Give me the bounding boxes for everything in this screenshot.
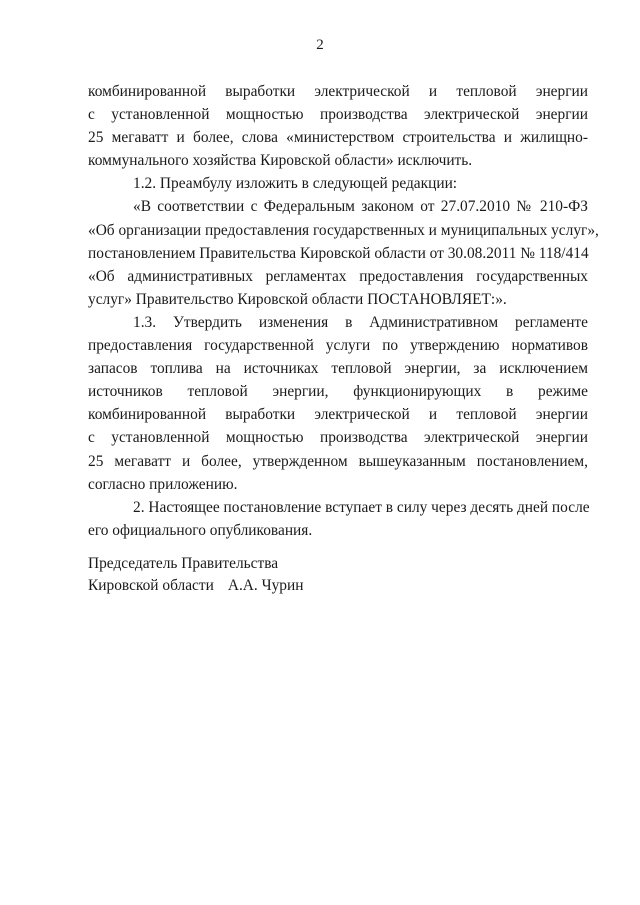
page-number: 2	[316, 37, 324, 53]
text-line: согласно приложению.	[88, 475, 238, 493]
text-line: запасов топлива на источниках тепловой энергии, за исключением	[88, 360, 588, 378]
text-line: с установленной мощностью производства электрической энергии	[88, 106, 588, 124]
paragraph-preamble	[88, 195, 599, 310]
text-line: с установленной мощностью производства электрической энергии	[88, 429, 588, 447]
text-line: услуг» Правительство Кировской области ПОСТАНОВЛЯЕТ:».	[88, 290, 507, 308]
signatory-name: А.А. Чурин	[227, 577, 304, 594]
paragraph-1-2	[88, 172, 588, 195]
text-line: комбинированной выработки электрической и тепловой энергии	[88, 406, 588, 424]
text-line: источников тепловой энергии, функционирующих в режиме	[88, 383, 588, 401]
text-line: 25 мегаватт и более, утвержденном вышеуказанным постановлением,	[88, 452, 588, 470]
signatory-title-line2	[88, 575, 303, 597]
text-line: «Об административных регламентах предоставления государственных	[88, 267, 588, 285]
text-line: «В соответствии с Федеральным законом от 27.07.2010 № 210-ФЗ	[133, 198, 588, 216]
paragraph-2	[88, 496, 588, 542]
text-line: 1.3. Утвердить изменения в Административном регламенте	[133, 313, 588, 331]
text-line: 1.2. Преамбулу изложить в следующей редакции:	[133, 175, 458, 193]
text-line: его официального опубликования.	[88, 521, 313, 539]
text-line: постановлением Правительства Кировской области от 30.08.2011 № 118/414	[88, 244, 589, 262]
text-line: 25 мегаватт и более, слова «министерством строительства и жилищно-	[88, 129, 588, 147]
text-line: комбинированной выработки электрической и тепловой энергии	[88, 83, 588, 100]
signature-block	[88, 553, 303, 597]
signatory-title: Председатель Правительства	[88, 555, 279, 572]
text-line: коммунального хозяйства Кировской области» исключить.	[88, 152, 473, 170]
document-body	[88, 80, 599, 542]
text-line: предоставления государственной услуги по утверждению нормативов	[88, 337, 588, 355]
paragraph-intro	[88, 80, 588, 172]
paragraph-1-3	[88, 311, 588, 496]
text-line: 2. Настоящее постановление вступает в силу через десять дней после	[133, 498, 590, 516]
text-line: «Об организации предоставления государственных и муниципальных услуг»,	[88, 221, 599, 239]
signatory-region: Кировской области	[88, 577, 214, 594]
